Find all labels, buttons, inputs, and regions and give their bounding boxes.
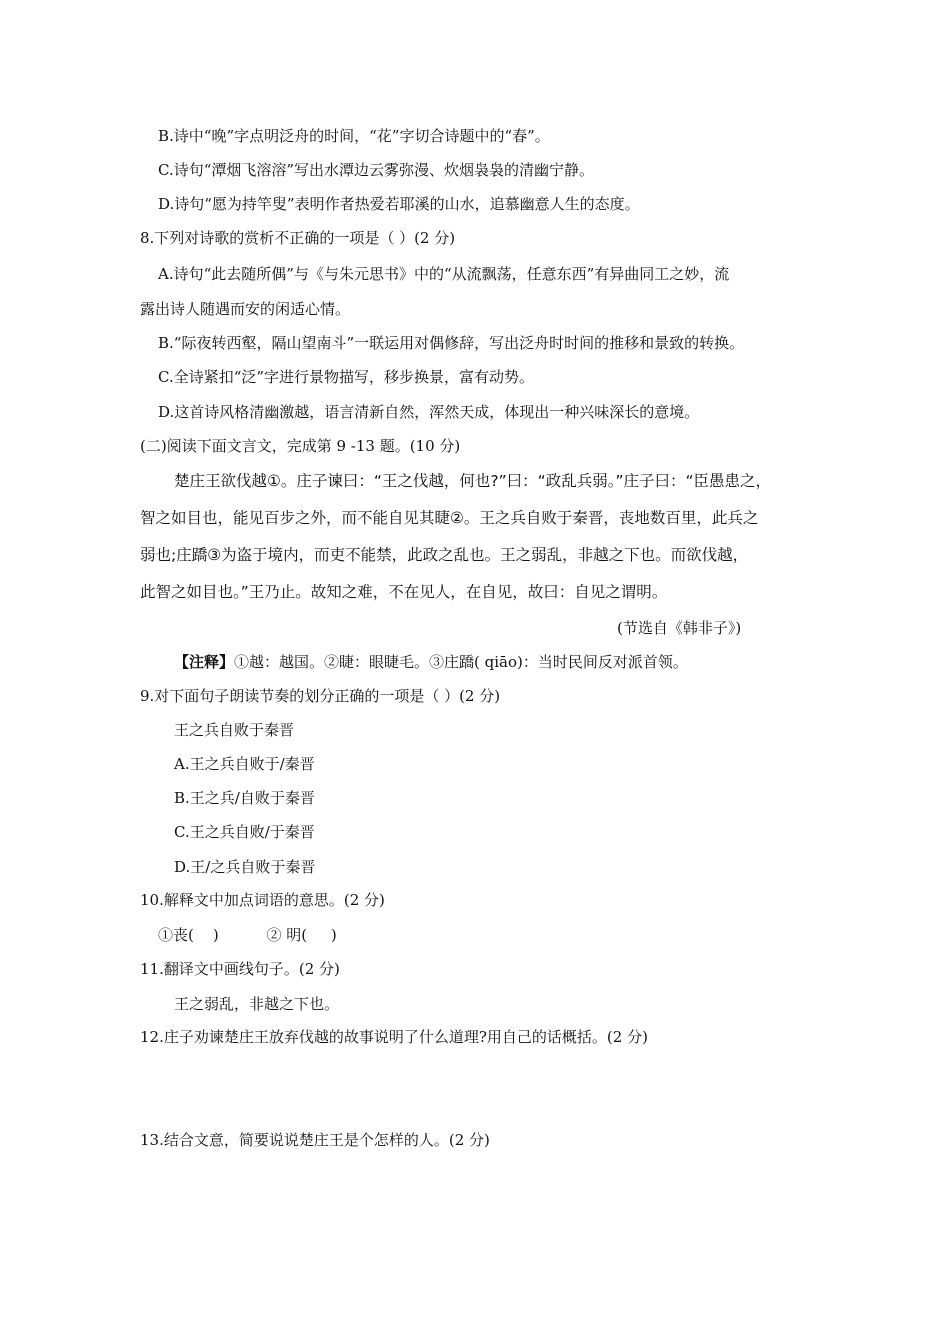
q13-stem: 13.结合文意，简要说说楚庄王是个怎样的人。(2 分) — [140, 1131, 490, 1149]
q9-stem: 9.对下面句子朗读节奏的划分正确的一项是（ ）(2 分) — [140, 687, 501, 705]
q8-option-a-line2: 露出诗人随遇而安的闲适心情。 — [140, 300, 351, 318]
passage-line: 智之如目也，能见百步之外，而不能自见其睫②。王之兵自败于秦晋，丧地数百里，此兵之 — [140, 509, 759, 527]
q8-option-b: B.“际夜转西壑，隔山望南斗”一联运用对偶修辞，写出泛舟时时间的推移和景致的转换。 — [158, 334, 745, 352]
q9-option-b: B.王之兵/自败于秦晋 — [174, 789, 315, 807]
q8-option-d: D.这首诗风格清幽激越，语言清新自然，浑然天成，体现出一种兴味深长的意境。 — [158, 403, 700, 421]
annotation-text: ①越：越国。②睫：眼睫毛。③庄蹻( qiāo)：当时民间反对派首领。 — [234, 653, 688, 671]
annotation — [174, 652, 688, 672]
q9-option-d: D.王/之兵自败于秦晋 — [174, 858, 316, 876]
q10-stem: 10.解释文中加点词语的意思。(2 分) — [140, 891, 385, 909]
q11-stem: 11.翻译文中画线句子。(2 分) — [140, 960, 340, 978]
passage-source: (节选自《韩非子》) — [617, 619, 742, 637]
q7-option-c: C.诗句“潭烟飞溶溶”写出水潭边云雾弥漫、炊烟袅袅的清幽宁静。 — [158, 161, 595, 179]
q10-items: ①丧( ) ② 明( ) — [158, 926, 337, 944]
passage-line: 此智之如目也。”王乃止。故知之难，不在见人，在自见，故曰：自见之谓明。 — [140, 583, 668, 601]
q9-option-c: C.王之兵自败/于秦晋 — [174, 823, 315, 841]
annotation-label: 【注释】 — [174, 653, 235, 671]
passage-line: 弱也;庄蹻③为盗于境内，而吏不能禁，此政之乱也。王之弱乱，非越之下也。而欲伐越， — [140, 546, 749, 564]
q8-option-a-line1: A.诗句“此去随所偶”与《与朱元思书》中的“从流飘荡，任意东西”有异曲同工之妙，流 — [158, 265, 730, 283]
q8-option-c: C.全诗紧扣“泛”字进行景物描写，移步换景，富有动势。 — [158, 368, 535, 386]
q9-sentence: 王之兵自败于秦晋 — [174, 721, 295, 739]
q11-sentence: 王之弱乱，非越之下也。 — [174, 995, 340, 1013]
passage-line: 楚庄王欲伐越①。庄子谏曰：“王之伐越，何也?”曰：“政乱兵弱。”庄子曰：“臣愚患之， — [174, 472, 772, 490]
q7-option-d: D.诗句“愿为持竿叟”表明作者热爱若耶溪的山水，追慕幽意人生的态度。 — [158, 195, 640, 213]
q7-option-b: B.诗中“晚”字点明泛舟的时间，“花”字切合诗题中的“春”。 — [158, 127, 550, 145]
q12-stem: 12.庄子劝谏楚庄王放弃伐越的故事说明了什么道理?用自己的话概括。(2 分) — [140, 1028, 648, 1046]
q9-option-a: A.王之兵自败于/秦晋 — [174, 755, 315, 773]
section2-heading: (二)阅读下面文言文，完成第 9 -13 题。(10 分) — [140, 437, 461, 455]
q8-stem: 8.下列对诗歌的赏析不正确的一项是（ ）(2 分) — [140, 229, 456, 247]
